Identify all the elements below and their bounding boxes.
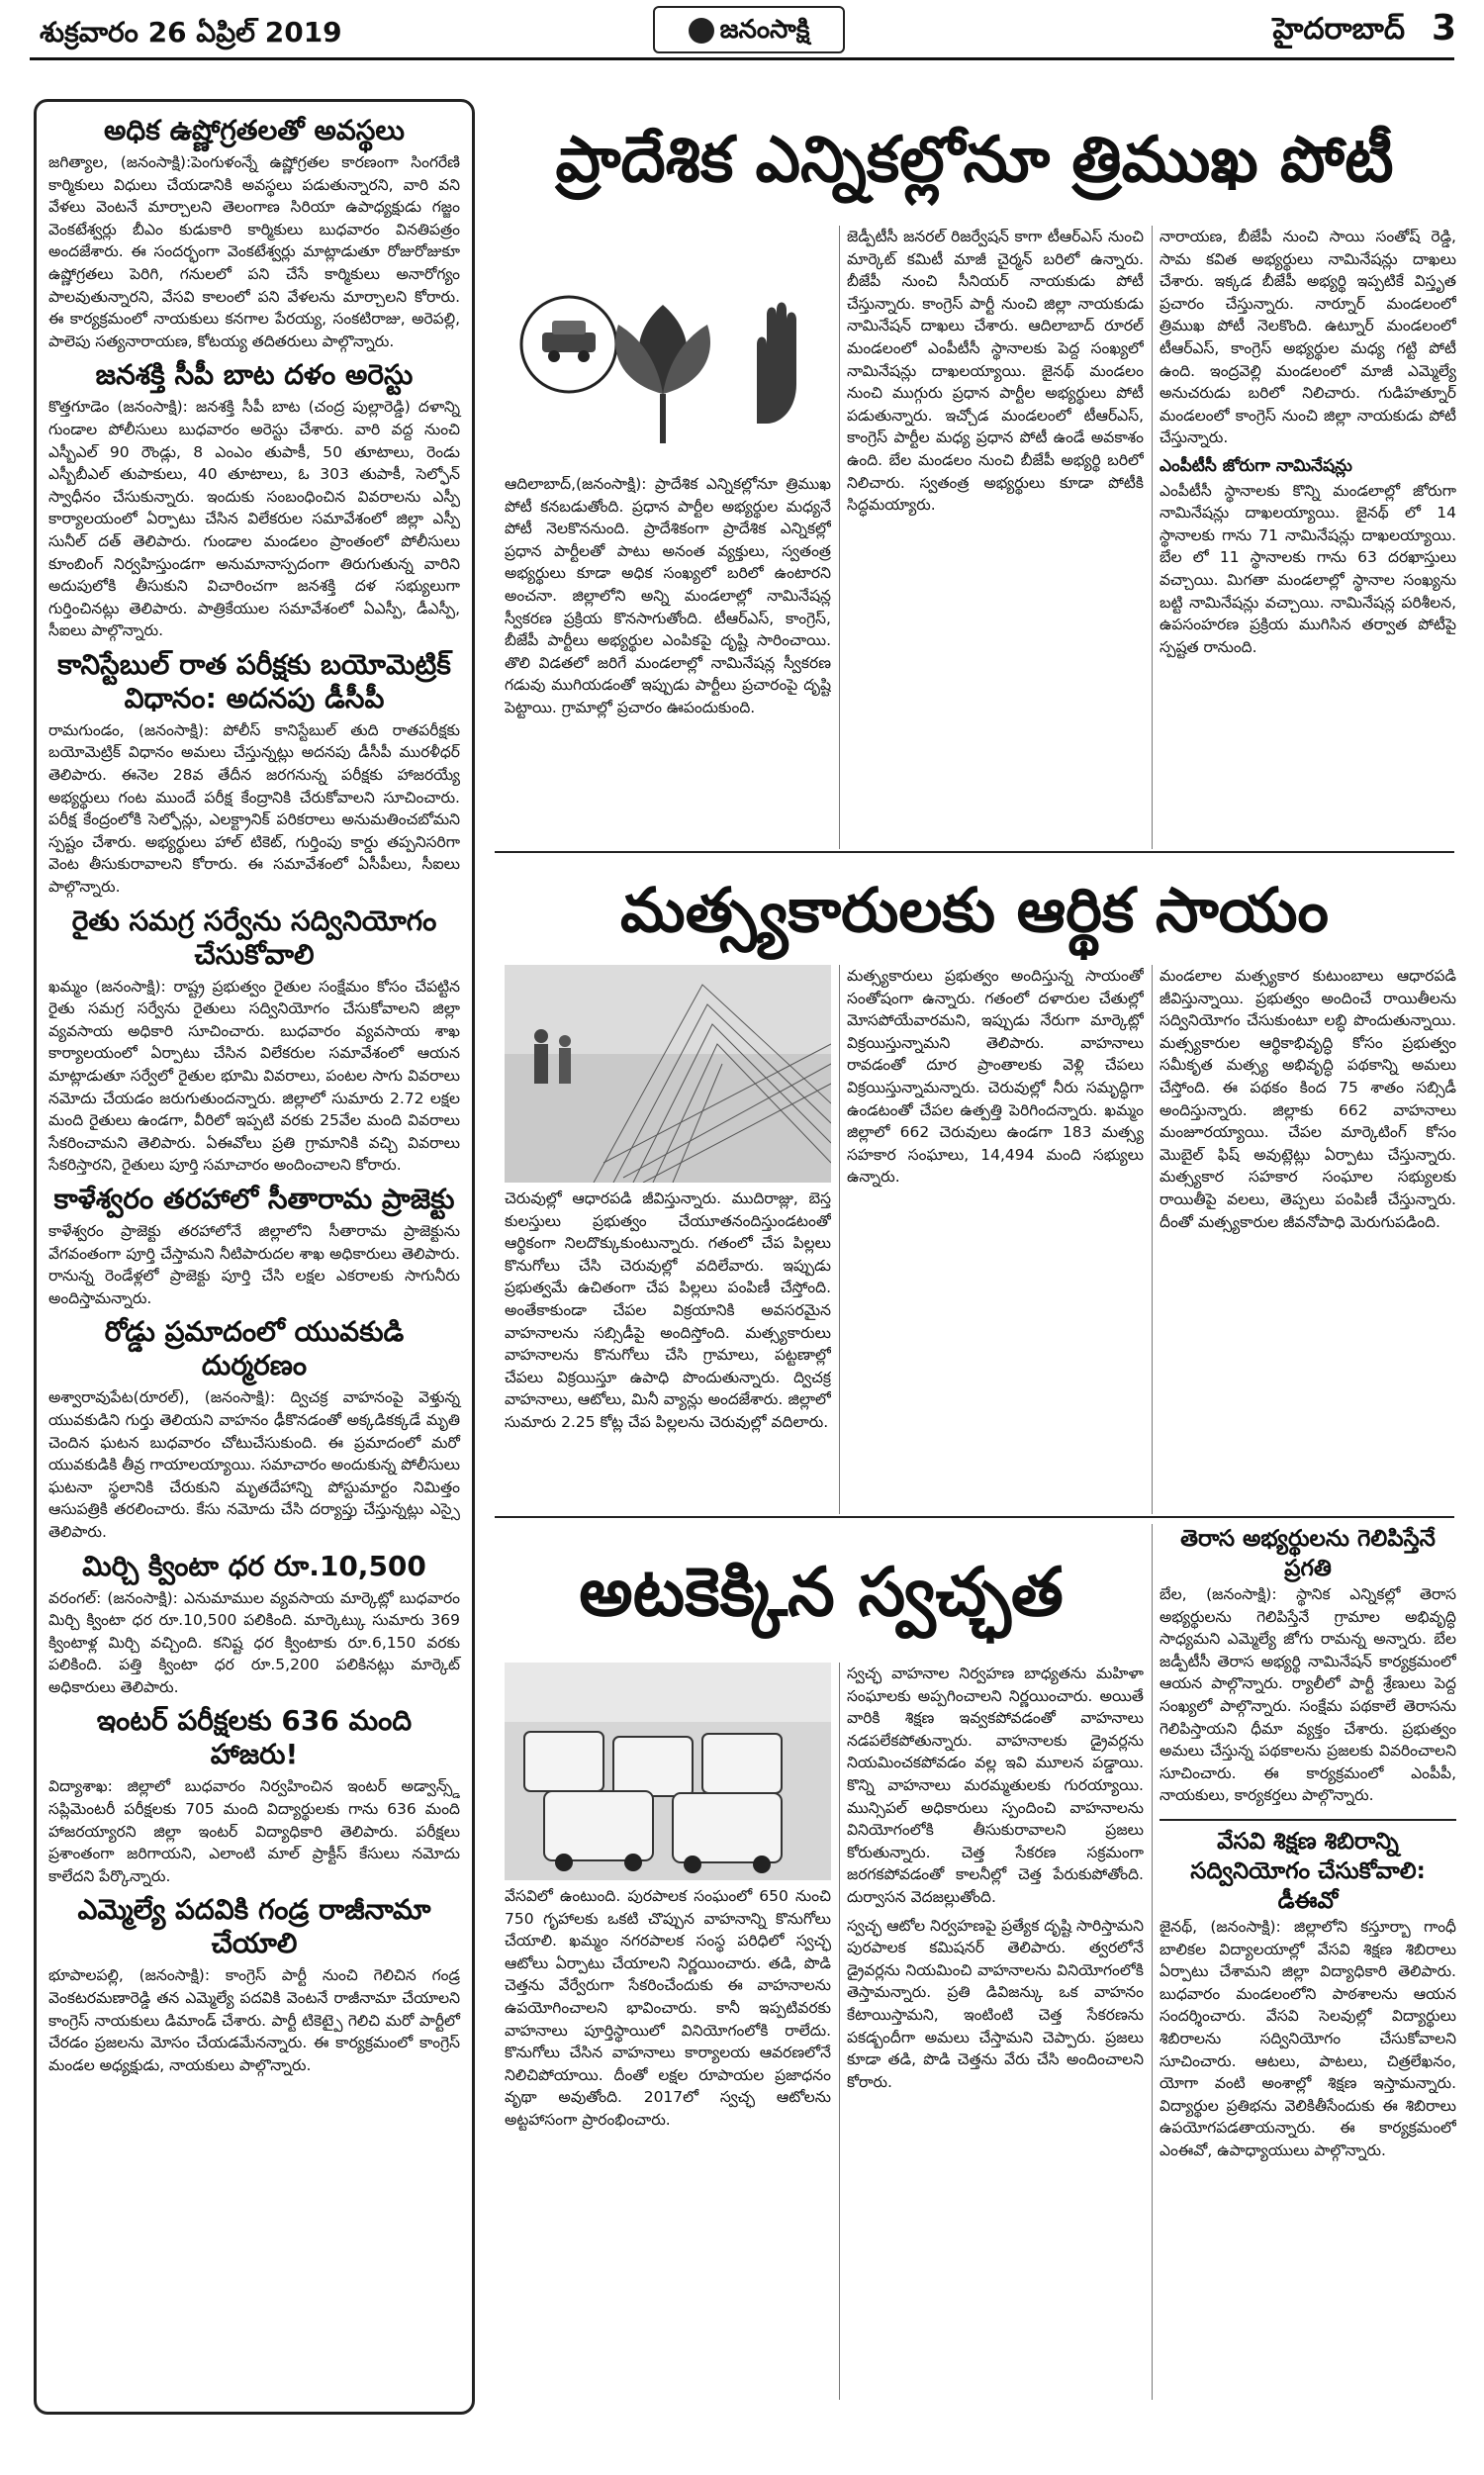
article2-headline: మత్స్యకారులకు ఆర్థిక సాయం: [620, 874, 1329, 946]
article2-column-1: [505, 1188, 831, 1514]
left-story-body: రామగుండం, (జనంసాక్షి): పోలీస్ కానిస్టేబుల్ తుది రాతపరీక్షకు బయోమెట్రిక్ విధానం అమలు చేస్తున్నట్లు అదనపు డీసీపీ మురళీధర్ తెలిపారు. ఈనెల 28వ తేదీన జరగనున్న పరీక్షకు హాజరయ్యే అభ్యర్థులు గంట ముందే పరీక్ష కేంద్రానికి చేరుకోవాలని సూచించారు. పరీక్ష కేంద్రంలోకి సెల్ఫోన్లు, ఎలక్ట్రానిక్ పరికరాలు అనుమతించబోమని స్పష్టం చేశారు. అభ్యర్థులు హాల్ టికెట్, గుర్తింపు కార్డు తప్పనిసరిగా వెంట తీసుకురావాలని కోరారు. ఈ సమావేశంలో ఏసీపీలు, సీఐలు పాల్గొన్నారు.: [48, 720, 460, 897]
left-story-title: ఎమ్మెల్యే పదవికి గండ్ర రాజీనామా చేయాలి: [77, 1893, 431, 1960]
left-story-body: భూపాలపల్లి, (జనంసాక్షి): కాంగ్రెస్ పార్టీ నుంచి గెలిచిన గండ్ర వెంకటరమణారెడ్డి తన ఎమ్మెల్యే పదవికి వెంటనే రాజీనామా చేయాలని కాంగ్రెస్ నాయకులు డిమాండ్ చేశారు. పార్టీ టికెట్పై గెలిచి మరో పార్టీలో చేరడం ప్రజలను మోసం చేయడమేనన్నారు. ఈ కార్యక్రమంలో కాంగ్రెస్ మండల అధ్యక్షుడు, నాయకులు పాల్గొన్నారు.: [48, 1966, 460, 2074]
edition-city: హైదరాబాద్: [1272, 12, 1405, 47]
left-story-body: కాళేశ్వరం ప్రాజెక్టు తరహాలోనే జిల్లాలోని సీతారామ ప్రాజెక్టును వేగవంతంగా పూర్తి చేస్తామని నీటిపారుదల శాఖ అధికారులు తెలిపారు. రానున్న రెండేళ్లలో ప్రాజెక్టు పూర్తి చేసి లక్షల ఎకరాలకు సాగునీరు అందిస్తామన్నారు.: [48, 1221, 460, 1307]
article3-text: స్వచ్ఛ వాహనాల నిర్వహణ బాధ్యతను మహిళా సంఘాలకు అప్పగించాలని నిర్ణయించారు. అయితే వారికి శిక్షణ ఇవ్వకపోవడంతో వాహనాలు నడపలేకపోతున్నారు. వాహనాలకు డ్రైవర్లను నియమించకపోవడం వల్ల ఇవి మూలన పడ్డాయి. కొన్ని వాహనాలు మరమ్మతులకు గురయ్యాయి. మున్సిపల్ అధికారులు స్పందించి వాహనాలను వినియోగంలోకి తీసుకురావాలని ప్రజలు కోరుతున్నారు. చెత్త సేకరణ సక్రమంగా జరగకపోవడంతో కాలనీల్లో చెత్త పేరుకుపోతోంది. దుర్వాసన వెదజల్లుతోంది.: [847, 1665, 1144, 1906]
right-story-text: జైనథ్, (జనంసాక్షి): జిల్లాలోని కస్తూర్బా గాంధీ బాలికల విద్యాలయాల్లో వేసవి శిక్షణ శిబిరాలు ఏర్పాటు చేశామని జిల్లా విద్యాధికారి తెలిపారు. బుధవారం మండలంలోని పాఠశాలను ఆయన సందర్శించారు. వేసవి సెలవుల్లో విద్యార్థులు శిబిరాలను సద్వినియోగం చేసుకోవాలని సూచించారు. ఆటలు, పాటలు, చిత్రలేఖనం, యోగా వంటి అంశాల్లో శిక్షణ ఇస్తామన్నారు. విద్యార్థుల ప్రతిభను వెలికితీసేందుకు ఈ శిబిరాలు ఉపయోగపడతాయన్నారు. ఈ కార్యక్రమంలో ఎంఈవో, ఉపాధ్యాయులు పాల్గొన్నారు.: [1159, 1917, 1456, 2159]
left-story-title: కాళేశ్వరం తరహాలో సీతారామ ప్రాజెక్టు: [53, 1182, 455, 1215]
left-story-title: జనశక్తి సీపీ బాట దళం అరెస్టు: [95, 358, 414, 392]
article1-column-3: [1159, 226, 1456, 849]
left-story-body: వరంగల్: (జనంసాక్షి): ఎనుమాముల వ్యవసాయ మార్కెట్లో బుధవారం మిర్చి క్వింటా ధర రూ.10,500 పలికింది. మార్కెట్కు సుమారు 369 క్వింటాళ్ల మిర్చి వచ్చింది. కనిష్ట ధర క్వింటాకు రూ.6,150 వరకు పలికింది. పత్తి క్వింటా ధర రూ.5,200 పలికినట్లు మార్కెట్ అధికారులు తెలిపారు.: [48, 1588, 460, 1696]
section-divider: [1159, 1819, 1456, 1821]
column-divider: [839, 1663, 840, 2400]
section-divider: [495, 851, 1454, 853]
column-divider: [839, 226, 840, 849]
article2-text: మండలాల మత్స్యకార కుటుంబాలు ఆధారపడి జీవిస్తున్నాయి. ప్రభుత్వం అందించే రాయితీలను సద్వినియోగం చేసుకుంటూ లబ్ధి పొందుతున్నాయి. మత్స్యకారుల ఆర్థికాభివృద్ధి కోసం ప్రభుత్వం సమీకృత మత్స్య అభివృద్ధి పథకాన్ని అమలు చేస్తోంది. ఈ పథకం కింద 75 శాతం సబ్సిడీ అందిస్తున్నారు. జిల్లాకు 662 వాహనాలు మంజూరయ్యాయి. చేపల మార్కెటింగ్ కోసం మొబైల్ ఫిష్ అవుట్లెట్లు ఏర్పాటు చేస్తున్నారు. మత్స్యకార సహకార సంఘాల సభ్యులకు రాయితీపై వలలు, తెప్పలు పంపిణీ చేస్తున్నారు. దీంతో మత్స్యకారుల జీవనోపాధి మెరుగుపడింది.: [1159, 967, 1456, 1231]
right-story-text: బేల, (జనంసాక్షి): స్థానిక ఎన్నికల్లో తెరాస అభ్యర్థులను గెలిపిస్తేనే గ్రామాల అభివృద్ధి సాధ్యమని ఎమ్మెల్యే జోగు రామన్న అన్నారు. బేల జడ్పీటీసీ తెరాస అభ్యర్థి నామినేషన్ కార్యక్రమంలో ఆయన పాల్గొన్నారు. ర్యాలీలో పార్టీ శ్రేణులు పెద్ద సంఖ్యలో పాల్గొన్నారు. సంక్షేమ పథకాలే తెరాసను గెలిపిస్తాయని ధీమా వ్యక్తం చేశారు. ప్రభుత్వం అమలు చేస్తున్న పథకాలను ప్రజలకు వివరించాలని సూచించారు. ఈ కార్యక్రమంలో ఎంపీపీ, నాయకులు, కార్యకర్తలు పాల్గొన్నారు.: [1159, 1585, 1456, 1805]
article1-text: జెడ్పీటీసీ జనరల్ రిజర్వేషన్ కాగా టీఆర్ఎస్ నుంచి మార్కెట్ కమిటీ మాజీ చైర్మన్ బరిలో ఉన్నారు. బీజేపీ నుంచి సీనియర్ నాయకుడు పోటీ చేస్తున్నారు. కాంగ్రెస్ పార్టీ నుంచి జిల్లా నాయకుడు నామినేషన్ దాఖలు చేశారు. ఆదిలాబాద్ రూరల్ మండలంలో ఎంపీటీసీ స్థానాలకు పెద్ద సంఖ్యలో నామినేషన్లు దాఖలయ్యాయి. జైనథ్ మండలం నుంచి ముగ్గురు ప్రధాన పార్టీల అభ్యర్థులు పోటీ పడుతున్నారు. ఇచ్చోడ మండలంలో టీఆర్ఎస్, కాంగ్రెస్ పార్టీల మధ్య ప్రధాన పోటీ ఉండే అవకాశం ఉంది. బేల మండలం నుంచి బీజేపీ అభ్యర్థి బరిలో నిలిచారు. స్వతంత్ర అభ్యర్థులు కూడా పోటీకి సిద్ధమయ్యారు.: [847, 228, 1144, 515]
article2-column-2: [847, 965, 1144, 1514]
article3-headline: అటకెక్కిన స్వచ్ఛత: [579, 1554, 1064, 1632]
article2-column-3: [1159, 965, 1456, 1514]
article1-text: నారాయణ, బీజేపీ నుంచి సాయి సంతోష్ రెడ్డి, సామ కవిత అభ్యర్థులు నామినేషన్లు దాఖలు చేశారు. ఇక్కడ బీజేపీ అభ్యర్థి ఇప్పటికే విస్తృత ప్రచారం చేస్తున్నారు. నార్నూర్ మండలంలో త్రిముఖ పోటీ నెలకొంది. ఉట్నూర్ మండలంలో టీఆర్ఎస్, కాంగ్రెస్ అభ్యర్థుల మధ్య గట్టి పోటీ ఉంది. ఇంద్రవెల్లి మండలంలో మాజీ ఎమ్మెల్యే అనుచరుడు బరిలో నిలిచారు. గుడిహత్నూర్ మండలంలో కాంగ్రెస్ నుంచి జిల్లా నాయకుడు పోటీ చేస్తున్నారు.: [1159, 228, 1456, 447]
left-story-title: కానిస్టేబుల్ రాత పరీక్షకు బయోమెట్రిక్ విధానం: అదనపు డీసీపీ: [57, 647, 451, 714]
left-story-body: కొత్తగూడెం (జనంసాక్షి): జనశక్తి సీపీ బాట (చంద్ర పుల్లారెడ్డి) దళాన్ని గుండాల పోలీసులు బుధవారం అరెస్టు చేశారు. వారి వద్ద నుంచి ఎస్బీఎల్ 90 రౌండ్లు, 8 ఎంఎం తుపాకీ, 50 తూటాలు, రెండు ఎస్బీబీఎల్ తుపాకులు, 40 తూటాలు, ఓ 303 తుపాకీ, సెల్ఫోన్ స్వాధీనం చేసుకున్నారు. ఇందుకు సంబంధించిన వివరాలను ఎస్పీ కార్యాలయంలో ఏర్పాటు చేసిన విలేకరుల సమావేశంలో జిల్లా ఎస్పీ సునీల్ దత్ తెలిపారు. గుండాల మండలం ప్రాంతంలో పోలీసులు కూంబింగ్ నిర్వహిస్తుండగా అనుమానాస్పదంగా తిరుగుతున్న వారిని అదుపులోకి తీసుకుని విచారించగా జనశక్తి దళ సభ్యులుగా గుర్తించినట్లు తెలిపారు. పాత్రికేయుల సమావేశంలో ఏఎస్పీ, డీఎస్పీ, సీఐలు పాల్గొన్నారు.: [48, 398, 460, 640]
left-story-title: అధిక ఉష్ణోగ్రతలతో అవస్థలు: [104, 114, 405, 146]
article1-column-1: [505, 473, 831, 849]
right-story-body: [1159, 1583, 1456, 1813]
column-divider: [1152, 226, 1153, 849]
masthead: [0, 0, 1484, 61]
right-story-title: తెరాస అభ్యర్థులను గెలిపిస్తేనే ప్రగతి: [1180, 1526, 1436, 1581]
article3-column-1: [505, 1885, 831, 2400]
party-symbols-photo: [514, 226, 831, 463]
right-story-body: [1159, 1916, 1456, 2168]
article3-text: వేసవిలో ఉంటుంది. పురపాలక సంఘంలో 650 నుంచి 750 గృహాలకు ఒకటి చొప్పున వాహనాన్ని కొనుగోలు చేయాలి. ఖమ్మం నగరపాలక సంస్థ పరిధిలో స్వచ్ఛ ఆటోలు ఏర్పాటు చేయాలని నిర్ణయించారు. తడి, పొడి చెత్తను వేర్వేరుగా సేకరించేందుకు ఈ వాహనాలను ఉపయోగించాలని భావించారు. కానీ ఇప్పటివరకు వాహనాలు పూర్తిస్థాయిలో వినియోగంలోకి రాలేదు. కొనుగోలు చేసిన వాహనాలు కార్యాలయ ఆవరణలోనే నిలిచిపోయాయి. దీంతో లక్షల రూపాయల ప్రజాధనం వృథా అవుతోంది. 2017లో స్వచ్ఛ ఆటోలను అట్టహాసంగా ప్రారంభించారు.: [505, 1887, 831, 2129]
left-story-title: రోడ్డు ప్రమాదంలో యువకుడి దుర్మరణం: [104, 1315, 405, 1382]
masthead-rule: [30, 57, 1454, 60]
logo-text: జనంసాక్షి: [719, 15, 810, 45]
article3-text: స్వచ్ఛ ఆటోల నిర్వహణపై ప్రత్యేక దృష్టి సారిస్తామని పురపాలక కమిషనర్ తెలిపారు. త్వరలోనే డ్రైవర్లను నియమించి వాహనాలను వినియోగంలోకి తెస్తామన్నారు. ప్రతి డివిజన్కు ఒక వాహనం కేటాయిస్తామని, ఇంటింటి చెత్త సేకరణను పకడ్బందీగా అమలు చేస్తామని చెప్పారు. ప్రజలు కూడా తడి, పొడి చెత్తను వేరు చేసి అందించాలని కోరారు.: [847, 1916, 1144, 2091]
section-divider: [495, 1516, 1454, 1518]
article1-headline: ప్రాదేశిక ఎన్నికల్లోనూ త్రిముఖ పోటీ: [555, 124, 1394, 197]
left-story-body: జగిత్యాల, (జనంసాక్షి):పెంగుళంన్నే ఉష్ణోగ్రతల కారణంగా సింగరేణి కార్మికులు విధులు చేయడానికి అవస్థలు పడుతున్నారని, వారి వని వేళలు వెంటనే మార్చాలని తెలంగాణ సిరియా ఉపాధ్యక్షుడు గజ్జం వెంకటేశ్వర్లు బీఎం కుడుకారి కార్మికులు బుధవారం వినతిపత్రం అందజేశారు. ఈ సందర్భంగా వెంకటేశ్వర్లు మాట్లాడుతూ రోజురోజుకూ ఉష్ణోగ్రతలు పెరిగి, గనులలో పని చేసే కార్మికులు అనారోగ్యం పాలవుతున్నారని, వేసవి కాలంలో పని వేళలను మార్చాలని కోరారు. ఈ కార్యక్రమంలో నాయకులు కనగాల పేరయ్య, సంకటిరాజు, అరెపల్లి, పాలెపు సత్యనారాయణ, కోటయ్య తదితరులు పాల్గొన్నారు.: [48, 153, 460, 350]
newspaper-logo: [653, 6, 845, 53]
article1-text: ఆదిలాబాద్,(జనంసాక్షి): ప్రాదేశిక ఎన్నికల్లోనూ త్రిముఖ పోటీ కనబడుతోంది. ప్రధాన పార్టీల అభ్యర్థుల మధ్యనే పోటీ నెలకొననుంది. ప్రాదేశికంగా ప్రాదేశిక ఎన్నికల్లో ప్రధాన పార్టీలతో పాటు అనంత వ్యక్తులు, స్వతంత్ర అభ్యర్థులు కూడా అధిక సంఖ్యలో బరిలో ఉంటారని అంచనా. జిల్లాలోని అన్ని మండలాల్లో నామినేషన్ల స్వీకరణ ప్రక్రియ కొనసాగుతోంది. టీఆర్ఎస్, కాంగ్రెస్, బీజేపీ పార్టీలు అభ్యర్థుల ఎంపికపై దృష్టి సారించాయి. తొలి విడతలో జరిగే మండలాల్లో నామినేషన్ల స్వీకరణ గడువు ముగియడంతో ఇప్పుడు పార్టీలు ప్రచారంపై దృష్టి పెట్టాయి. గ్రామాల్లో ప్రచారం ఊపందుకుంది.: [505, 475, 831, 716]
left-story-body: విద్యాశాఖ: జిల్లాలో బుధవారం నిర్వహించిన ఇంటర్ అడ్వాన్స్డ్ సప్లిమెంటరీ పరీక్షలకు 705 మంది విద్యార్థులకు గాను 636 మంది హాజరయ్యారని జిల్లా ఇంటర్ విద్యాధికారి తెలిపారు. పరీక్షలు ప్రశాంతంగా జరిగాయని, ఎలాంటి మాల్ ప్రాక్టీస్ కేసులు నమోదు కాలేదని పేర్కొన్నారు.: [48, 1777, 460, 1885]
left-story-title: రైతు సమగ్ర సర్వేను సద్వినియోగం చేసుకోవాలి: [71, 904, 437, 971]
article1-text: ఎంపీటీసీ స్థానాలకు కొన్ని మండలాల్లో జోరుగా నామినేషన్లు దాఖలయ్యాయి. జైనథ్ లో 14 స్థానాలకు గాను 71 నామినేషన్లు దాఖలయ్యాయి. బేల లో 11 స్థానాలకు గాను 63 దరఖాస్తులు వచ్చాయి. మిగతా మండలాల్లో స్థానాల సంఖ్యను బట్టి నామినేషన్లు వచ్చాయి. నామినేషన్ల పరిశీలన, ఉపసంహరణ ప్రక్రియ ముగిసిన తర్వాత పోటీపై స్పష్టత రానుంది.: [1159, 481, 1456, 656]
left-story-body: ఖమ్మం (జనంసాక్షి): రాష్ట్ర ప్రభుత్వం రైతుల సంక్షేమం కోసం చేపట్టిన రైతు సమగ్ర సర్వేను రైతులు సద్వినియోగం చేసుకోవాలని జిల్లా వ్యవసాయ అధికారి సూచించారు. బుధవారం వ్యవసాయ శాఖ కార్యాలయంలో ఏర్పాటు చేసిన విలేకరుల సమావేశంలో ఆయన మాట్లాడుతూ సర్వేలో రైతుల భూమి వివరాలు, పంటల సాగు వివరాలు నమోదు చేయడం జరుగుతుందన్నారు. జిల్లాలో సుమారు 2.72 లక్షల మంది రైతులు ఉండగా, వీరిలో ఇప్పటి వరకు 25వేల మంది వివరాలు సేకరించామని తెలిపారు. ఏఈవోలు ప్రతి గ్రామానికి వచ్చి వివరాలు సేకరిస్తారని, రైతులు పూర్తి సమాచారం అందించాలని కోరారు.: [48, 977, 460, 1175]
column-divider: [1152, 965, 1153, 1514]
article3-column-2: [847, 1663, 1144, 2400]
left-story-body: అశ్వారావుపేట(రూరల్), (జనంసాక్షి): ద్విచక్ర వాహనంపై వెళ్తున్న యువకుడిని గుర్తు తెలియని వాహనం ఢీకొనడంతో అక్కడికక్కడే మృతి చెందిన ఘటన బుధవారం చోటుచేసుకుంది. ఈ ప్రమాదంలో మరో యువకుడికి తీవ్ర గాయాలయ్యాయి. సమాచారం అందుకున్న పోలీసులు ఘటనా స్థలానికి చేరుకుని మృతదేహాన్ని పోస్టుమార్టం నిమిత్తం ఆసుపత్రికి తరలించారు. కేసు నమోదు చేసి దర్యాప్తు చేస్తున్నట్లు ఎస్సై తెలిపారు.: [48, 1388, 460, 1541]
logo-icon: [689, 18, 714, 44]
left-news-column: [34, 99, 475, 2415]
article2-text: చెరువుల్లో ఆధారపడి జీవిస్తున్నారు. ముదిరాజ్లు, బెస్త కులస్తులు ప్రభుత్వం చేయూతనందిస్తుండటంతో ఆర్థికంగా నిలదొక్కుకుంటున్నారు. గతంలో చేప పిల్లలు కొనుగోలు చేసి చెరువుల్లో వదిలేవారు. ఇప్పుడు ప్రభుత్వమే ఉచితంగా చేప పిల్లలు పంపిణీ చేస్తోంది. అంతేకాకుండా చేపల విక్రయానికి అవసరమైన వాహనాలను సబ్సిడీపై అందిస్తోంది. మత్స్యకారులు వాహనాలను కొనుగోలు చేసి గ్రామాలు, పట్టణాల్లో చేపలు విక్రయిస్తూ ఉపాధి పొందుతున్నారు. ద్విచక్ర వాహనాలు, ఆటోలు, మినీ వ్యాన్లు అందజేశారు. జిల్లాలో సుమారు 2.25 కోట్ల చేప పిల్లలను చెరువుల్లో వదిలారు.: [505, 1190, 831, 1431]
right-lower-stories: [1159, 1524, 1456, 2405]
article1-column-2: [847, 226, 1144, 849]
page-number: 3: [1431, 8, 1456, 48]
article2-text: మత్స్యకారులు ప్రభుత్వం అందిస్తున్న సాయంతో సంతోషంగా ఉన్నారు. గతంలో దళారుల చేతుల్లో మోసపోయేవారమని, ఇప్పుడు నేరుగా మార్కెట్లో విక్రయిస్తున్నామని తెలిపారు. వాహనాలు రావడంతో దూర ప్రాంతాలకు వెళ్లి చేపలు విక్రయిస్తున్నామన్నారు. చెరువుల్లో నీరు సమృద్ధిగా ఉండటంతో చేపల ఉత్పత్తి పెరిగిందన్నారు. ఖమ్మం జిల్లాలో 662 చెరువులు ఉండగా 183 మత్స్య సహకార సంఘాలు, 14,494 మంది సభ్యులు ఉన్నారు.: [847, 967, 1144, 1187]
issue-date: శుక్రవారం 26 ఏప్రిల్ 2019: [40, 16, 342, 48]
column-divider: [1152, 1524, 1153, 2400]
article1-subhead: ఎంపీటీసీ జోరుగా నామినేషన్లు: [1159, 455, 1352, 476]
column-divider: [839, 965, 840, 1514]
left-story-title: మిర్చి క్వింటా ధర రూ.10,500: [82, 1549, 426, 1582]
right-story-title: వేసవి శిక్షణ శిబిరాన్ని సద్వినియోగం చేసుకోవాలి: డీఈవో: [1190, 1828, 1426, 1914]
fishing-net-photo: [505, 965, 831, 1183]
left-story-title: ఇంటర్ పరీక్షలకు 636 మంది హాజరు!: [96, 1704, 413, 1771]
sanitation-vehicles-photo: [505, 1663, 831, 1880]
